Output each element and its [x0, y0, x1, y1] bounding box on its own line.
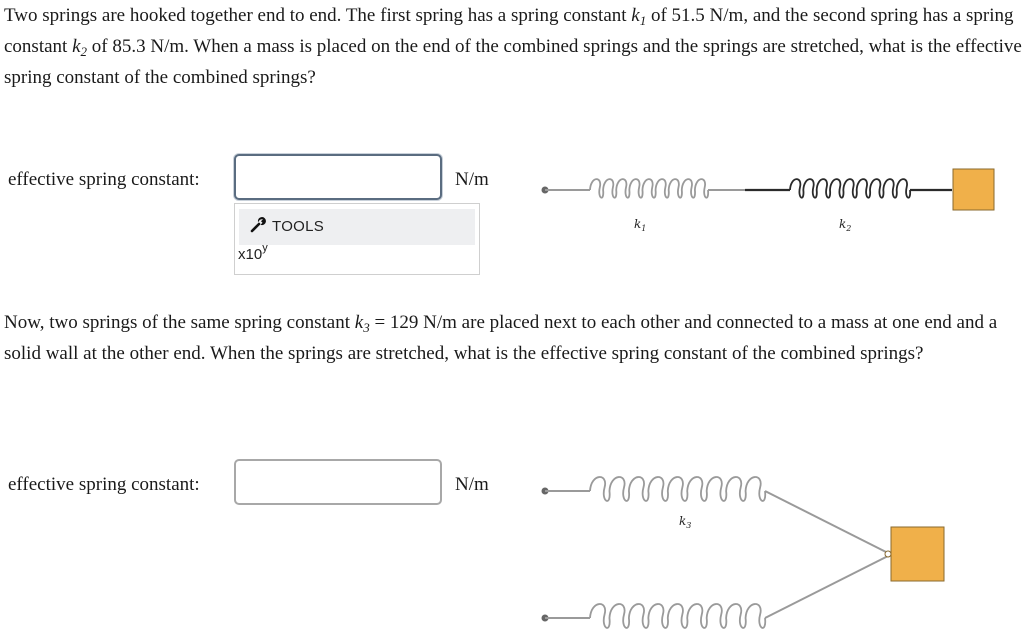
answer-2-label: effective spring constant:	[8, 474, 200, 495]
rod-2b	[765, 491, 888, 553]
answer-1-unit: N/m	[455, 169, 489, 190]
rod-2d	[765, 556, 888, 618]
answer-1-label: effective spring constant:	[8, 169, 200, 190]
answer-2-unit: N/m	[455, 474, 489, 495]
spring-k3-top	[590, 477, 765, 501]
spring-k3-bottom	[590, 604, 765, 628]
mass-block-2	[891, 527, 944, 581]
joint	[885, 551, 891, 557]
k3-symbol: $k_3$	[354, 312, 370, 335]
mass-block-1	[953, 169, 994, 210]
spring-k1	[590, 179, 708, 198]
label-k2: $k_2$	[839, 217, 852, 233]
label-k3: $k_3$	[679, 514, 692, 530]
parallel-spring-diagram	[542, 477, 945, 628]
question-2-text: Now, two springs of the same spring constant $k_3 = 129$ N/m are placed next to each other and connected to a mass at one end and a solid wall at the other end. When the springs are stretched, what is the effective spring constant of the combined springs?	[4, 312, 998, 364]
spring-k2	[790, 179, 910, 198]
series-spring-diagram	[542, 169, 995, 233]
k2-symbol: $k_2$	[72, 36, 88, 59]
sci-notation-button[interactable]: x10$^y$	[238, 242, 268, 263]
question-1-text: Two springs are hooked together end to end. The first spring has a spring constant $k_1$ of 51.5 N/m, and the second spring has a spring constant $k_2$ of 85.3 N/m. When a mass is placed on the end of the combined springs and the springs are stretched, what is the effective spring constant of the combined springs?	[4, 5, 1022, 88]
tools-label: TOOLS	[272, 218, 325, 235]
label-k1: $k_1$	[634, 217, 647, 233]
k1-symbol: $k_1$	[631, 5, 647, 28]
